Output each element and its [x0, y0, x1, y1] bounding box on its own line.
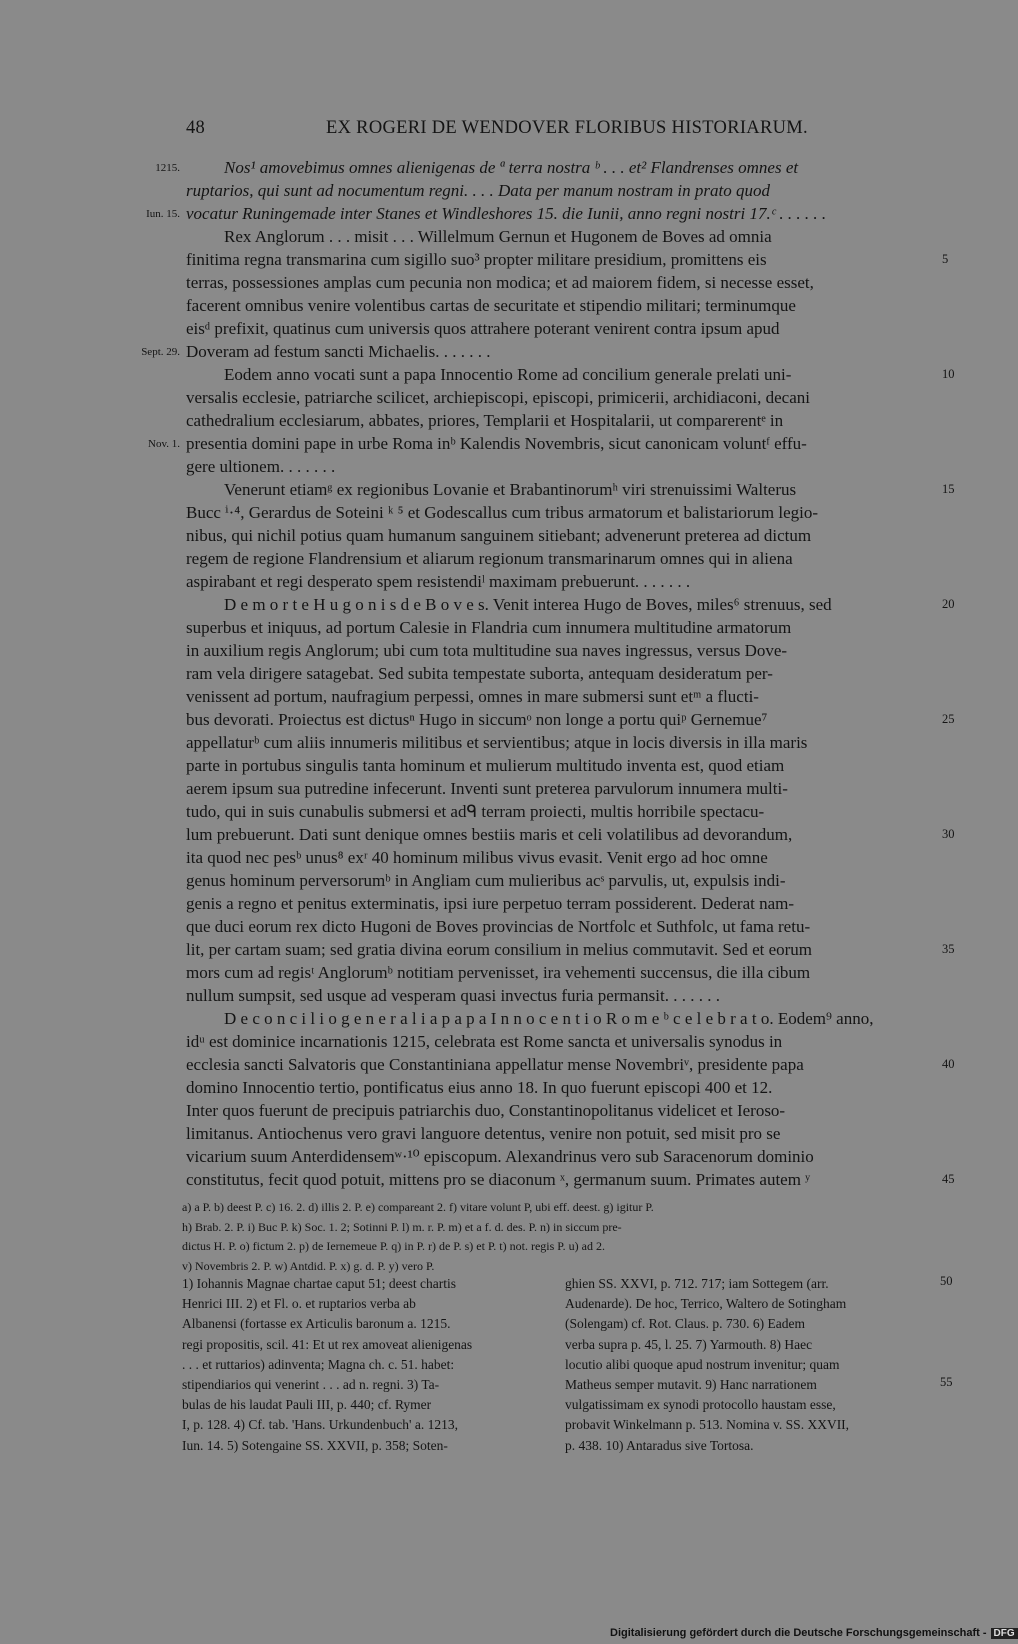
line-number: 40 [942, 1057, 955, 1071]
footnotes-right-column [565, 1274, 933, 1456]
text-line [186, 685, 936, 708]
text-line [186, 1122, 936, 1145]
line-text: appellaturᵇ cum aliis innumeris militibus et servientibus; atque in locis diversis in illa maris [186, 733, 808, 752]
line-text: idᵘ est dominice incarnationis 1215, celebrata est Rome sancta et universalis synodus in [186, 1032, 783, 1051]
footnote-line: Audenarde). De hoc, Terrico, Waltero de Sotingham [565, 1296, 847, 1312]
footnote-line: bulas de his laudat Pauli III, p. 440; cf. Rymer [182, 1397, 432, 1413]
line-text: aspirabant et regi desperato spem resistendiˡ maximam prebuerunt. . . . . . . [186, 572, 691, 591]
footnote-line: vulgatissimam ex synodi protocollo haustam esse, [565, 1397, 836, 1413]
line-text: regem de regione Flandrensium et aliarum regionum transmarinarum omnes qui in aliena [186, 549, 793, 568]
line-number: 15 [942, 482, 955, 496]
line-number: 35 [942, 942, 955, 956]
footnote-line: Iun. 14. 5) Sotengaine SS. XXVII, p. 358; Soten- [182, 1437, 448, 1453]
line-text: gere ultionem. . . . . . . [186, 457, 336, 476]
text-line [186, 547, 936, 570]
line-number: 5 [942, 252, 949, 266]
apparatus-line: a) a P. b) deest P. c) 16. 2. d) illis 2. P. e) compareant 2. f) vitare volunt P, ubi eff. deest. g) igitur P. [182, 1200, 654, 1214]
footnote-line: 1) Iohannis Magnae chartae caput 51; deest chartis [182, 1276, 457, 1291]
note-line-number: 55 [940, 1375, 953, 1389]
line-number: 45 [942, 1172, 955, 1186]
critical-apparatus [182, 1198, 938, 1276]
line-text: versalis ecclesie, patriarche scilicet, archiepiscopi, episcopi, primicerii, archidiaconi, decani [186, 388, 810, 407]
text-line [186, 386, 936, 409]
text-line [186, 455, 936, 478]
text-line [148, 432, 936, 455]
line-text: Inter quos fuerunt de precipuis patriarchis duo, Constantinopolitanus videlicet et Ieroso- [186, 1101, 786, 1120]
text-line [186, 524, 936, 547]
text-line [186, 1099, 936, 1122]
footnote-line: regi propositis, scil. 41: Et ut rex amoveat alienigenas [182, 1336, 473, 1352]
line-text: vocatur Runingemade inter Stanes et Windleshores 15. die Iunii, anno regni nostri 17.ᶜ . . . . . . [186, 204, 827, 223]
text-line [186, 570, 936, 593]
text-line [186, 846, 936, 869]
text-line [186, 984, 936, 1007]
line-text: lit, per cartam suam; sed gratia divina eorum consilium in melius commutavit. Sed et eorum [186, 940, 813, 959]
text-line [186, 754, 936, 777]
text-line [186, 869, 936, 892]
footnote-line: verba supra p. 45, l. 25. 7) Yarmouth. 8) Haec [565, 1336, 813, 1352]
line-number: 25 [942, 712, 955, 726]
line-text: D e c o n c i l i o g e n e r a l i a p a p a I n n o c e n t i o R o m e ᵇ c e l e b r a t o. Eodem⁹ anno, [224, 1009, 874, 1028]
line-text: ram vela dirigere satagebat. Sed subita tempestate suborta, antequam desideratum per- [186, 664, 773, 683]
line-text: in auxilium regis Anglorum; ubi cum tota multitudine sua naves ingressus, versus Dove- [186, 641, 788, 660]
text-line [186, 1030, 936, 1053]
text-line [186, 1007, 936, 1030]
line-text: Nos¹ amovebimus omnes alienigenas de ª terra nostra ᵇ . . . et² Flandrenses omnes et [224, 158, 799, 177]
line-number: 10 [942, 367, 955, 381]
line-text: terras, possessiones amplas cum pecunia non modica; et ad maiorem fidem, si necesse esset, [186, 273, 814, 292]
line-text: ruptarios, qui sunt ad nocumentum regni. . . . Data per manum nostram in prato quod [186, 181, 770, 200]
text-line [186, 501, 936, 524]
margin-date: Iun. 15. [146, 208, 180, 220]
text-line [186, 1053, 955, 1076]
text-line [186, 915, 936, 938]
line-text: nullum sumpsit, sed usque ad vesperam quasi invectus furia permansit. . . . . . . [186, 986, 720, 1005]
text-line [186, 409, 936, 432]
line-text: tudo, qui in suis cunabulis submersi et adᑫ terram proiecti, multis horribile spectacu- [186, 802, 765, 821]
line-text: genus hominum perversorumᵇ in Angliam cum mulieribus acˢ parvulis, ut, expulsis indi- [186, 871, 786, 890]
text-line [141, 340, 936, 363]
margin-date: Sept. 29. [141, 346, 180, 358]
main-text [141, 156, 955, 1191]
line-number: 30 [942, 827, 955, 841]
text-line [186, 892, 936, 915]
text-line [186, 616, 936, 639]
line-text: ecclesia sancti Salvatoris que Constantiniana appellatur mense Novembriᵛ, presidente papa [186, 1055, 804, 1074]
line-text: venissent ad portum, naufragium perpessi, omnes in mare submersi sunt etᵐ a flucti- [186, 687, 759, 706]
text-line [186, 593, 955, 616]
line-text: mors cum ad regisᵗ Anglorumᵇ notitiam pervenisset, ira vehementi succensus, die illa cibum [186, 963, 811, 982]
line-text: Venerunt etiamᵍ ex regionibus Lovanie et Brabantinorumʰ viri strenuissimi Walterus [224, 480, 797, 499]
footnote-line: probavit Winkelmann p. 513. Nomina v. SS. XXVII, [565, 1417, 850, 1433]
text-line [186, 271, 936, 294]
digitization-credit [610, 1627, 1018, 1639]
footnote-line: . . . et ruttarios) adinventa; Magna ch. c. 51. habet: [182, 1356, 455, 1372]
line-text: Bucc ⁱ·⁴, Gerardus de Soteini ᵏ ⁵ et Godescallus cum tribus armatorum et balistariorum legio- [186, 503, 818, 522]
text-line [186, 248, 949, 271]
margin-date: Nov. 1. [148, 438, 180, 450]
line-text: cathedralium ecclesiarum, abbates, priores, Templarii et Hospitalarii, ut comparerentᵉ in [186, 411, 784, 430]
text-line [186, 961, 936, 984]
line-text: eisᵈ prefixit, quatinus cum universis quos attrahere poterant venirent contra ipsum apud [186, 319, 780, 338]
line-text: aerem ipsum sua putredine infecerunt. Inventi sunt preterea parvulorum innumera multi- [186, 779, 788, 798]
line-text: superbus et iniquus, ad portum Calesie in Flandria cum innumera multitudine armatorum [186, 618, 792, 637]
page-number: 48 [186, 118, 206, 138]
line-text: Doveram ad festum sancti Michaelis. . . . . . . [186, 342, 491, 361]
footnote-line: Matheus semper mutavit. 9) Hanc narrationem [565, 1376, 817, 1392]
text-line [186, 800, 936, 823]
margin-date: 1215. [155, 162, 180, 174]
text-line [186, 708, 955, 731]
line-text: genis a regno et penitus exterminatis, ipsi iure perpetuo terram possiderent. Dederat nam- [186, 894, 795, 913]
footnote-line: stipendiarios qui venerint . . . ad n. regni. 3) Ta- [182, 1376, 440, 1392]
line-text: bus devorati. Proiectus est dictusⁿ Hugo in siccumᵒ non longe a portu quiᵖ Gernemue⁷ [186, 710, 768, 729]
text-line [186, 823, 955, 846]
running-title: EX ROGERI DE WENDOVER FLORIBUS HISTORIARUM. [326, 118, 808, 138]
line-text: nibus, qui nichil potius quam humanum sanguinem sitiebant; advenerunt preterea ad dictum [186, 526, 812, 545]
credit-text: Digitalisierung gefördert durch die Deutsche Forschungsgemeinschaft - [610, 1627, 987, 1639]
footnote-line: ghien SS. XXVI, p. 712. 717; iam Sottegem (arr. [565, 1276, 829, 1291]
apparatus-line: v) Novembris 2. P. w) Antdid. P. x) g. d. P. y) vero P. [182, 1258, 435, 1273]
apparatus-line: h) Brab. 2. P. i) Buc P. k) Soc. 1. 2; Sotinni P. l) m. r. P. m) et a f. d. des. P. n) in siccum pre- [182, 1219, 622, 1234]
footnote-line: (Solengam) cf. Rot. Claus. p. 730. 6) Eadem [565, 1316, 805, 1332]
text-line [186, 731, 936, 754]
line-text: domino Innocentio tertio, pontificatus eius anno 18. In quo fuerunt episcopi 400 et 12. [186, 1078, 773, 1097]
line-text: Eodem anno vocati sunt a papa Innocentio Rome ad concilium generale prelati uni- [224, 365, 792, 384]
line-text: presentia domini pape in urbe Roma inᵇ Kalendis Novembris, sicut canonicam voluntᶠ effu- [186, 434, 807, 453]
line-text: parte in portubus singulis tanta hominum et mulierum multitudo inventa est, quod etiam [186, 756, 785, 775]
line-text: que duci eorum rex dicto Hugoni de Boves provincias de Nortfolc et Suthfolc, ut fama retu- [186, 917, 811, 936]
line-text: vicarium suum Anterdidensemʷ·¹⁰ episcopum. Alexandrinus vero sub Saracenorum dominio [186, 1147, 814, 1166]
text-line [186, 938, 955, 961]
text-line [186, 777, 936, 800]
footnote-line: I, p. 128. 4) Cf. tab. 'Hans. Urkundenbuch' a. 1213, [182, 1417, 458, 1433]
footnote-line: Albanensi (fortasse ex Articulis baronum a. 1215. [182, 1316, 451, 1332]
text-line [186, 1145, 936, 1168]
footnote-line: locutio alibi quoque apud nostrum invenitur; quam [565, 1356, 840, 1372]
line-text: facerent omnibus venire volentibus cartas de securitate et stipendio militari; terminumque [186, 296, 796, 315]
line-number: 20 [942, 597, 955, 611]
text-line [186, 363, 955, 386]
dfg-logo: DFG [991, 1628, 1018, 1639]
text-line [155, 156, 936, 179]
line-text: finitima regna transmarina cum sigillo suo³ propter militare presidium, promittens eis [186, 250, 767, 269]
line-text: limitanus. Antiochenus vero gravi languore detentus, venire non potuit, sed misit pro se [186, 1124, 781, 1143]
apparatus-line: dictus H. P. o) fictum 2. p) de Iernemeue P. q) in P. r) de P. s) et P. t) not. regis P. u) ad 2. [182, 1239, 605, 1253]
line-text: lum prebuerunt. Dati sunt denique omnes bestiis maris et celi volatilibus ad devorandum, [186, 825, 793, 844]
footnote-line: p. 438. 10) Antaradus sive Tortosa. [565, 1437, 754, 1453]
text-line [186, 639, 936, 662]
footnotes-left-column [182, 1274, 552, 1456]
text-line [186, 1076, 936, 1099]
text-line [146, 202, 936, 225]
line-text: Rex Anglorum . . . misit . . . Willelmum Gernun et Hugonem de Boves ad omnia [224, 227, 772, 246]
line-text: D e m o r t e H u g o n i s d e B o v e s. Venit interea Hugo de Boves, miles⁶ strenuus, sed [224, 595, 832, 614]
text-line [186, 317, 936, 340]
text-line [186, 1168, 955, 1191]
line-text: ita quod nec pesᵇ unus⁸ exʳ 40 hominum milibus vivus evasit. Venit ergo ad hoc omne [186, 848, 768, 867]
text-line [186, 225, 936, 248]
text-line [186, 294, 936, 317]
line-text: constitutus, fecit quod potuit, mittens pro se diaconum ˣ, germanum suum. Primates autem ʸ [186, 1170, 811, 1189]
text-line [186, 478, 955, 501]
text-line [186, 662, 936, 685]
note-line-number: 50 [940, 1274, 953, 1288]
text-line [186, 179, 936, 202]
footnote-line: Henrici III. 2) et Fl. o. et ruptarios verba ab [182, 1296, 416, 1312]
